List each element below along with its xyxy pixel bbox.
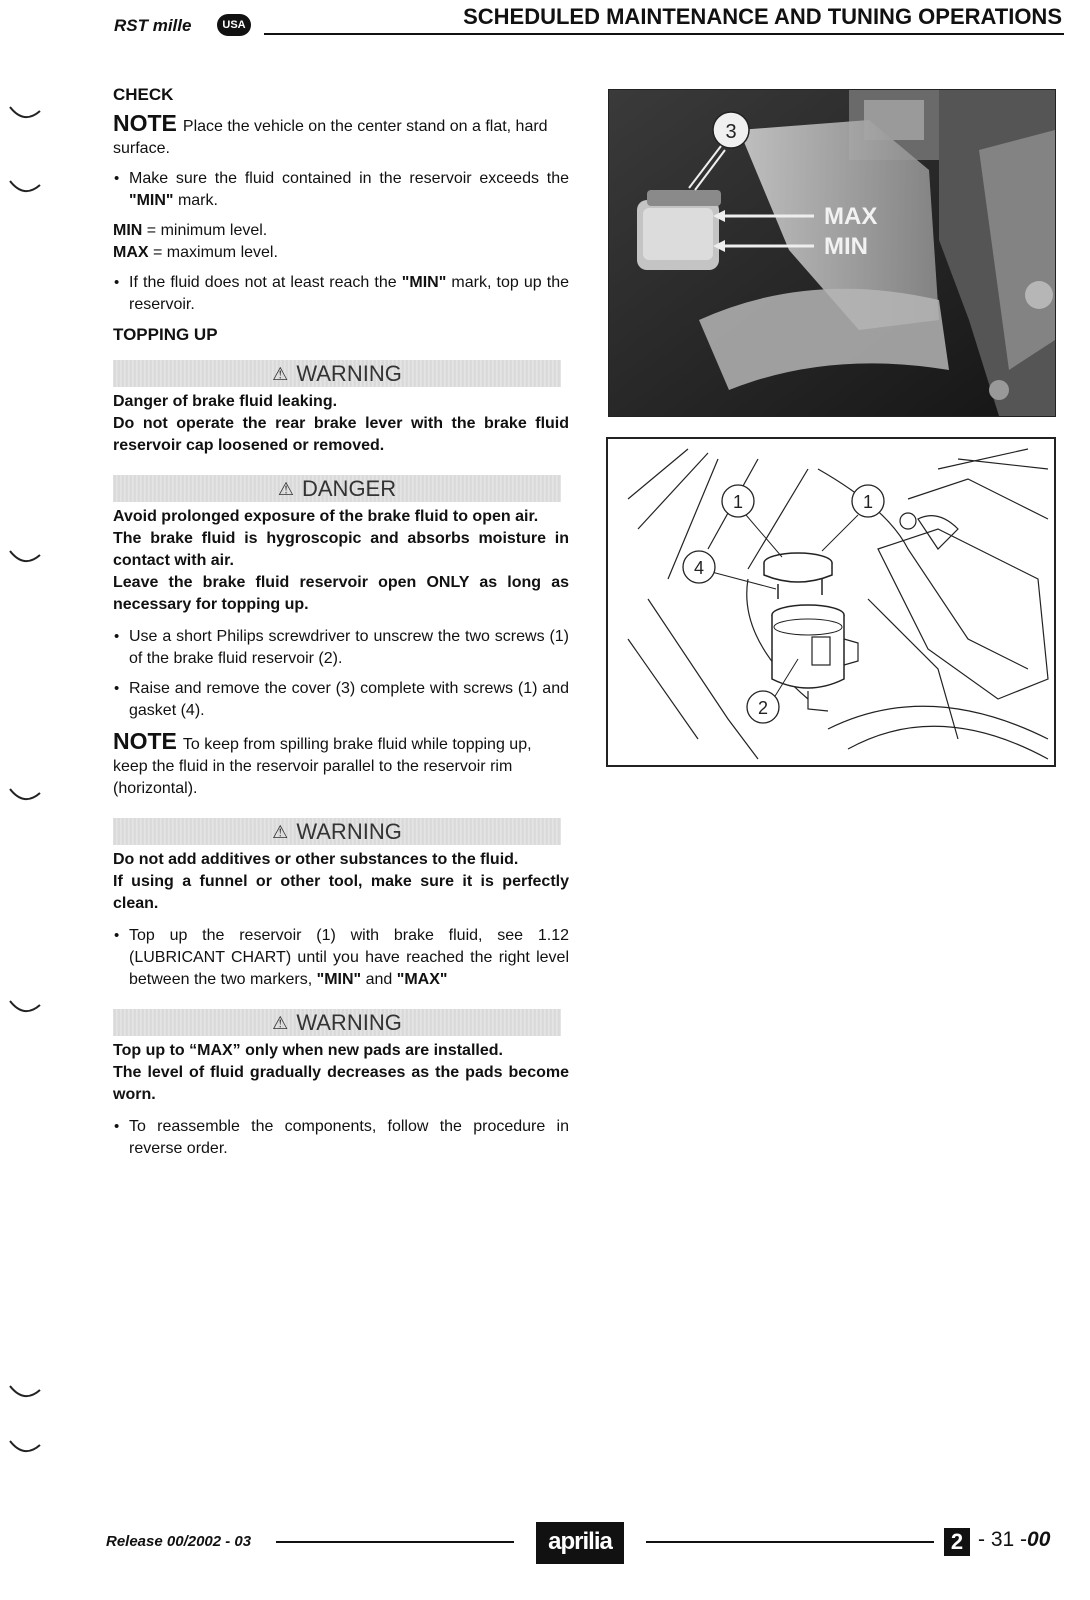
bullet-text: If the fluid does not at least reach the xyxy=(129,274,402,291)
note-label: NOTE xyxy=(113,110,177,136)
page-header xyxy=(0,0,1090,40)
min-photo-label: MIN xyxy=(824,233,868,260)
note-check xyxy=(113,112,569,160)
danger-line: Avoid prolonged exposure of the brake fluid to open air. xyxy=(113,508,539,525)
binder-ring-mark xyxy=(8,177,42,197)
page-number-suffix: 00 xyxy=(1027,1528,1051,1551)
note-text: To keep from spilling brake fluid while topping up, keep the fluid in the reservoir parallel to the reservoir rim (horizontal). xyxy=(113,736,532,797)
note-text: Place the vehicle on the center stand on a flat, hard surface. xyxy=(113,118,548,157)
footer-rule xyxy=(646,1541,934,1543)
max-term: MAX xyxy=(113,244,149,261)
reservoir-photo xyxy=(608,89,1056,417)
callout-4: 4 xyxy=(693,558,705,578)
min-term: MIN xyxy=(113,222,143,239)
release-info: Release 00/2002 - 03 xyxy=(106,1533,252,1550)
topping-up-heading: TOPPING UP xyxy=(113,325,218,344)
binder-ring-mark xyxy=(8,785,42,805)
warning-line: Top up to “MAX” only when new pads are installed. xyxy=(113,1042,503,1059)
max-definition xyxy=(113,242,569,264)
text-column xyxy=(113,84,569,1168)
danger-banner xyxy=(113,475,561,502)
warning-banner xyxy=(113,360,561,387)
binder-ring-mark xyxy=(8,103,42,123)
check-bullet-topup xyxy=(113,272,569,316)
warning-label: WARNING xyxy=(296,819,402,844)
warning-triangle-icon: ⚠ xyxy=(272,1013,289,1033)
page-number xyxy=(978,1528,1050,1552)
min-text: = minimum level. xyxy=(142,222,268,239)
min-mark: "MIN" xyxy=(316,971,362,988)
check-bullet-level xyxy=(113,168,569,212)
max-photo-label: MAX xyxy=(824,203,878,230)
binder-ring-mark xyxy=(8,1382,42,1402)
warning-label: WARNING xyxy=(296,1010,402,1035)
warning-banner xyxy=(113,1009,561,1036)
min-mark: "MIN" xyxy=(401,274,447,291)
bullet-text: Make sure the fluid contained in the reservoir exceeds the xyxy=(129,170,569,187)
bullet-text: mark. xyxy=(173,192,218,209)
reassemble-bullet: • To reassemble the components, follow the procedure in reverse order. xyxy=(113,1116,569,1160)
callout-2: 2 xyxy=(757,698,769,718)
page-footer xyxy=(0,1520,1090,1570)
step-bullet-unscrew: • Use a short Philips screwdriver to unscrew the two screws (1) of the brake fluid reservoir (2). xyxy=(113,626,569,670)
region-badge: USA xyxy=(217,14,251,36)
reservoir-drawing-art xyxy=(608,439,1054,765)
note-label: NOTE xyxy=(113,728,177,754)
page-number-main: - 31 - xyxy=(978,1528,1028,1551)
binder-ring-mark xyxy=(8,547,42,567)
danger-triangle-icon: ⚠ xyxy=(277,479,294,499)
note-topping xyxy=(113,730,569,800)
step-bullet-remove-cover: • Raise and remove the cover (3) complete with screws (1) and gasket (4). xyxy=(113,678,569,722)
warning-line: Danger of brake fluid leaking. xyxy=(113,393,338,410)
footer-rule xyxy=(276,1541,514,1543)
min-definition xyxy=(113,220,569,242)
brand-logo: aprilia xyxy=(536,1522,624,1564)
reservoir-photo-art xyxy=(609,90,1055,416)
check-heading: CHECK xyxy=(113,85,174,104)
callout-1-left: 1 xyxy=(732,492,744,512)
warning-triangle-icon: ⚠ xyxy=(272,364,289,384)
max-text: = maximum level. xyxy=(148,244,278,261)
chapter-number: 2 xyxy=(944,1528,970,1556)
callout-1-right: 1 xyxy=(862,492,874,512)
warning-line: The level of fluid gradually decreases as the pads become worn. xyxy=(113,1064,569,1103)
max-mark: "MAX" xyxy=(396,971,448,988)
bullet-text: mark, top up the reservoir. xyxy=(129,274,570,313)
bullet-text: and xyxy=(361,971,397,988)
warning-label: WARNING xyxy=(296,361,402,386)
danger-line: The brake fluid is hygroscopic and absorbs moisture in contact with air. xyxy=(113,530,569,569)
danger-line: Leave the brake fluid reservoir open ONLY as long as necessary for topping up. xyxy=(113,574,569,613)
reservoir-exploded-drawing xyxy=(606,437,1056,767)
danger-label: DANGER xyxy=(302,476,397,501)
warning-line: Do not add additives or other substances to the fluid. xyxy=(113,851,519,868)
callout-3: 3 xyxy=(725,121,737,143)
model-name: RST mille xyxy=(114,16,192,35)
warning-triangle-icon: ⚠ xyxy=(272,822,289,842)
fill-bullet xyxy=(113,925,569,991)
min-mark: "MIN" xyxy=(129,192,174,209)
bullet-text: Top up the reservoir (1) with brake fluid, see 1.12 (LUBRICANT CHART) until you have reached the right level between the two markers, xyxy=(129,927,569,988)
page-title: SCHEDULED MAINTENANCE AND TUNING OPERATIONS xyxy=(457,4,1062,30)
binder-ring-mark xyxy=(8,997,42,1017)
header-rule xyxy=(264,33,1064,35)
warning-banner xyxy=(113,818,561,845)
warning-line: Do not operate the rear brake lever with the brake fluid reservoir cap loosened or removed. xyxy=(113,415,569,454)
warning-line: If using a funnel or other tool, make sure it is perfectly clean. xyxy=(113,873,569,912)
binder-ring-mark xyxy=(8,1437,42,1457)
